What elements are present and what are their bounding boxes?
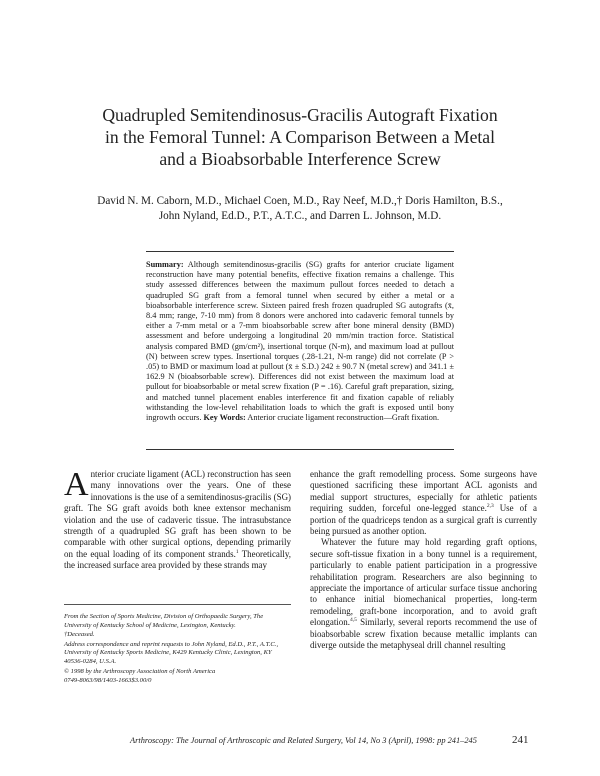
footnote-correspondence: Address correspondence and reprint requests to John Nyland, Ed.D., P.T., A.T.C., University of Kentucky Sports Medicine, K429 Kentucky Clinic, Lexington, KY 40536-0284, U.S.A. [64, 640, 279, 665]
footnotes [64, 613, 291, 687]
citation-ref: 2,3 [486, 503, 494, 510]
footnote-deceased: †Deceased. [64, 631, 95, 639]
citation-ref: 4,5 [349, 617, 357, 624]
abstract-bottom-rule [146, 449, 454, 450]
intro-paragraph: Anterior cruciate ligament (ACL) reconstruction has seen many innovations over the years. One of these innovations is the use of a semitendinosus-gracilis (SG) graft. The SG graft avoids both knee extensor mechanism violation and the use of cadaveric tissue. The intrasubstance strength of a quadrupled SG graft has been shown to be comparable with other surgical options, depending primarily on the equal loading of its component strands.$^1$ Theoretically, the increased surface area provided by these strands may [64, 466, 291, 571]
journal-footer: Arthroscopy: The Journal of Arthroscopic and Related Surgery, Vol 14, No 3 (April), 1998: pp 241–245 [130, 736, 477, 745]
summary-text: Although semitendinosus-gracilis (SG) grafts for anterior cruciate ligament reconstruction have many potential benefits, effective fixation remains a challenge. This study assessed differences between the maximum pullout forces needed to detach a quadrupled SG graft from a femoral tunnel when secured by either a metal or a bioabsorbable interference screw. Sixteen paired fresh frozen quadrupled SG autografts (x̄, 8.4 mm; range, 7-10 mm) from 8 donors were anchored into cadaveric femoral tunnels by either a 7-mm metal or a 7-mm bioabsorbable screw after bone mineral density (BMD) assessment and before undergoing a longitudinal 20 mm/min traction force. Statistical analysis compared BMD (gm/cm²), insertional torque (N-m), and maximum load at pullout (N) between screw types. Insertional torques (.28-1.21, N-m range) did not correlate (P > .05) to BMD or maximum load at pullout (x̄ ± S.D.) 242 ± 90.7 N (metal screw) and 341.1 ± 162.9 N (bioabsorbable screw). Differences did not exist between the maximum load at pullout for bioabsorbable or metal screw fixation (P = .16). Careful graft preparation, sizing, and matched tunnel placement enables interference fit and fixation capable of reliably withstanding the low-level rehabilitation loads to which the graft is exposed until bony ingrowth occurs. [146, 260, 455, 423]
citation-ref: 1 [235, 548, 239, 555]
footnote-code: 0749-8063/98/1403-1663$3.00/0 [64, 677, 152, 685]
footnote-affiliation: From the Section of Sports Medicine, Division of Orthopaedic Surgery, The University of Kentucky School of Medicine, Lexington, Kentucky. [64, 613, 264, 629]
article-title [60, 104, 540, 170]
keywords-label: Key Words: [203, 413, 246, 423]
abstract-top-rule [146, 251, 454, 252]
author-list [60, 194, 540, 224]
authors-line-1: David N. M. Caborn, M.D., Michael Coen, M.D., Ray Neef, M.D.,† Doris Hamilton, B.S., [97, 195, 503, 207]
footnote-rule [64, 604, 291, 605]
drop-cap: A [64, 466, 89, 503]
title-line-3: and a Bioabsorbable Interference Screw [159, 149, 441, 169]
body-paragraph-1: enhance the graft remodelling process. Some surgeons have questioned sacrificing these important ACL agonists and medial support structures, especially for athletic patients requiring sudden, forceful one-legged stance.$^{2,3}$ Use of a portion of the quadriceps tendon as a surgical graft is currently being pursued as another option. [310, 469, 538, 537]
summary-label: Summary: [146, 260, 184, 269]
body-paragraph-2: Whatever the future may hold regarding graft options, secure soft-tissue fixation in a bony tunnel is a requirement, particularly to enable patient participation in a progressive rehabilitation program. Researchers are also beginning to appreciate the importance of articular surface tissue anchoring to enhance initial biomechanical properties, long-term remodeling, graft-bone incorporation, and to avoid graft elongation.$^{4,5}$ Similarly, several reports recommend the use of bioabsorbable screw fixation because metallic implants can diverge outside the metaphyseal drill channel resulting [310, 537, 537, 651]
title-line-1: Quadrupled Semitendinosus-Gracilis Autograft Fixation [102, 105, 498, 125]
footnote-copyright: © 1998 by the Arthroscopy Association of North America [64, 667, 216, 675]
authors-line-2: John Nyland, Ed.D., P.T., A.T.C., and Darren L. Johnson, M.D. [158, 210, 442, 222]
title-line-2: in the Femoral Tunnel: A Comparison Between a Metal [105, 127, 495, 147]
abstract [146, 260, 454, 423]
keywords-text: Anterior cruciate ligament reconstruction—Graft fixation. [247, 413, 440, 423]
body-column-right [310, 469, 537, 652]
body-column-left [64, 466, 291, 572]
page-number: 241 [512, 734, 529, 746]
